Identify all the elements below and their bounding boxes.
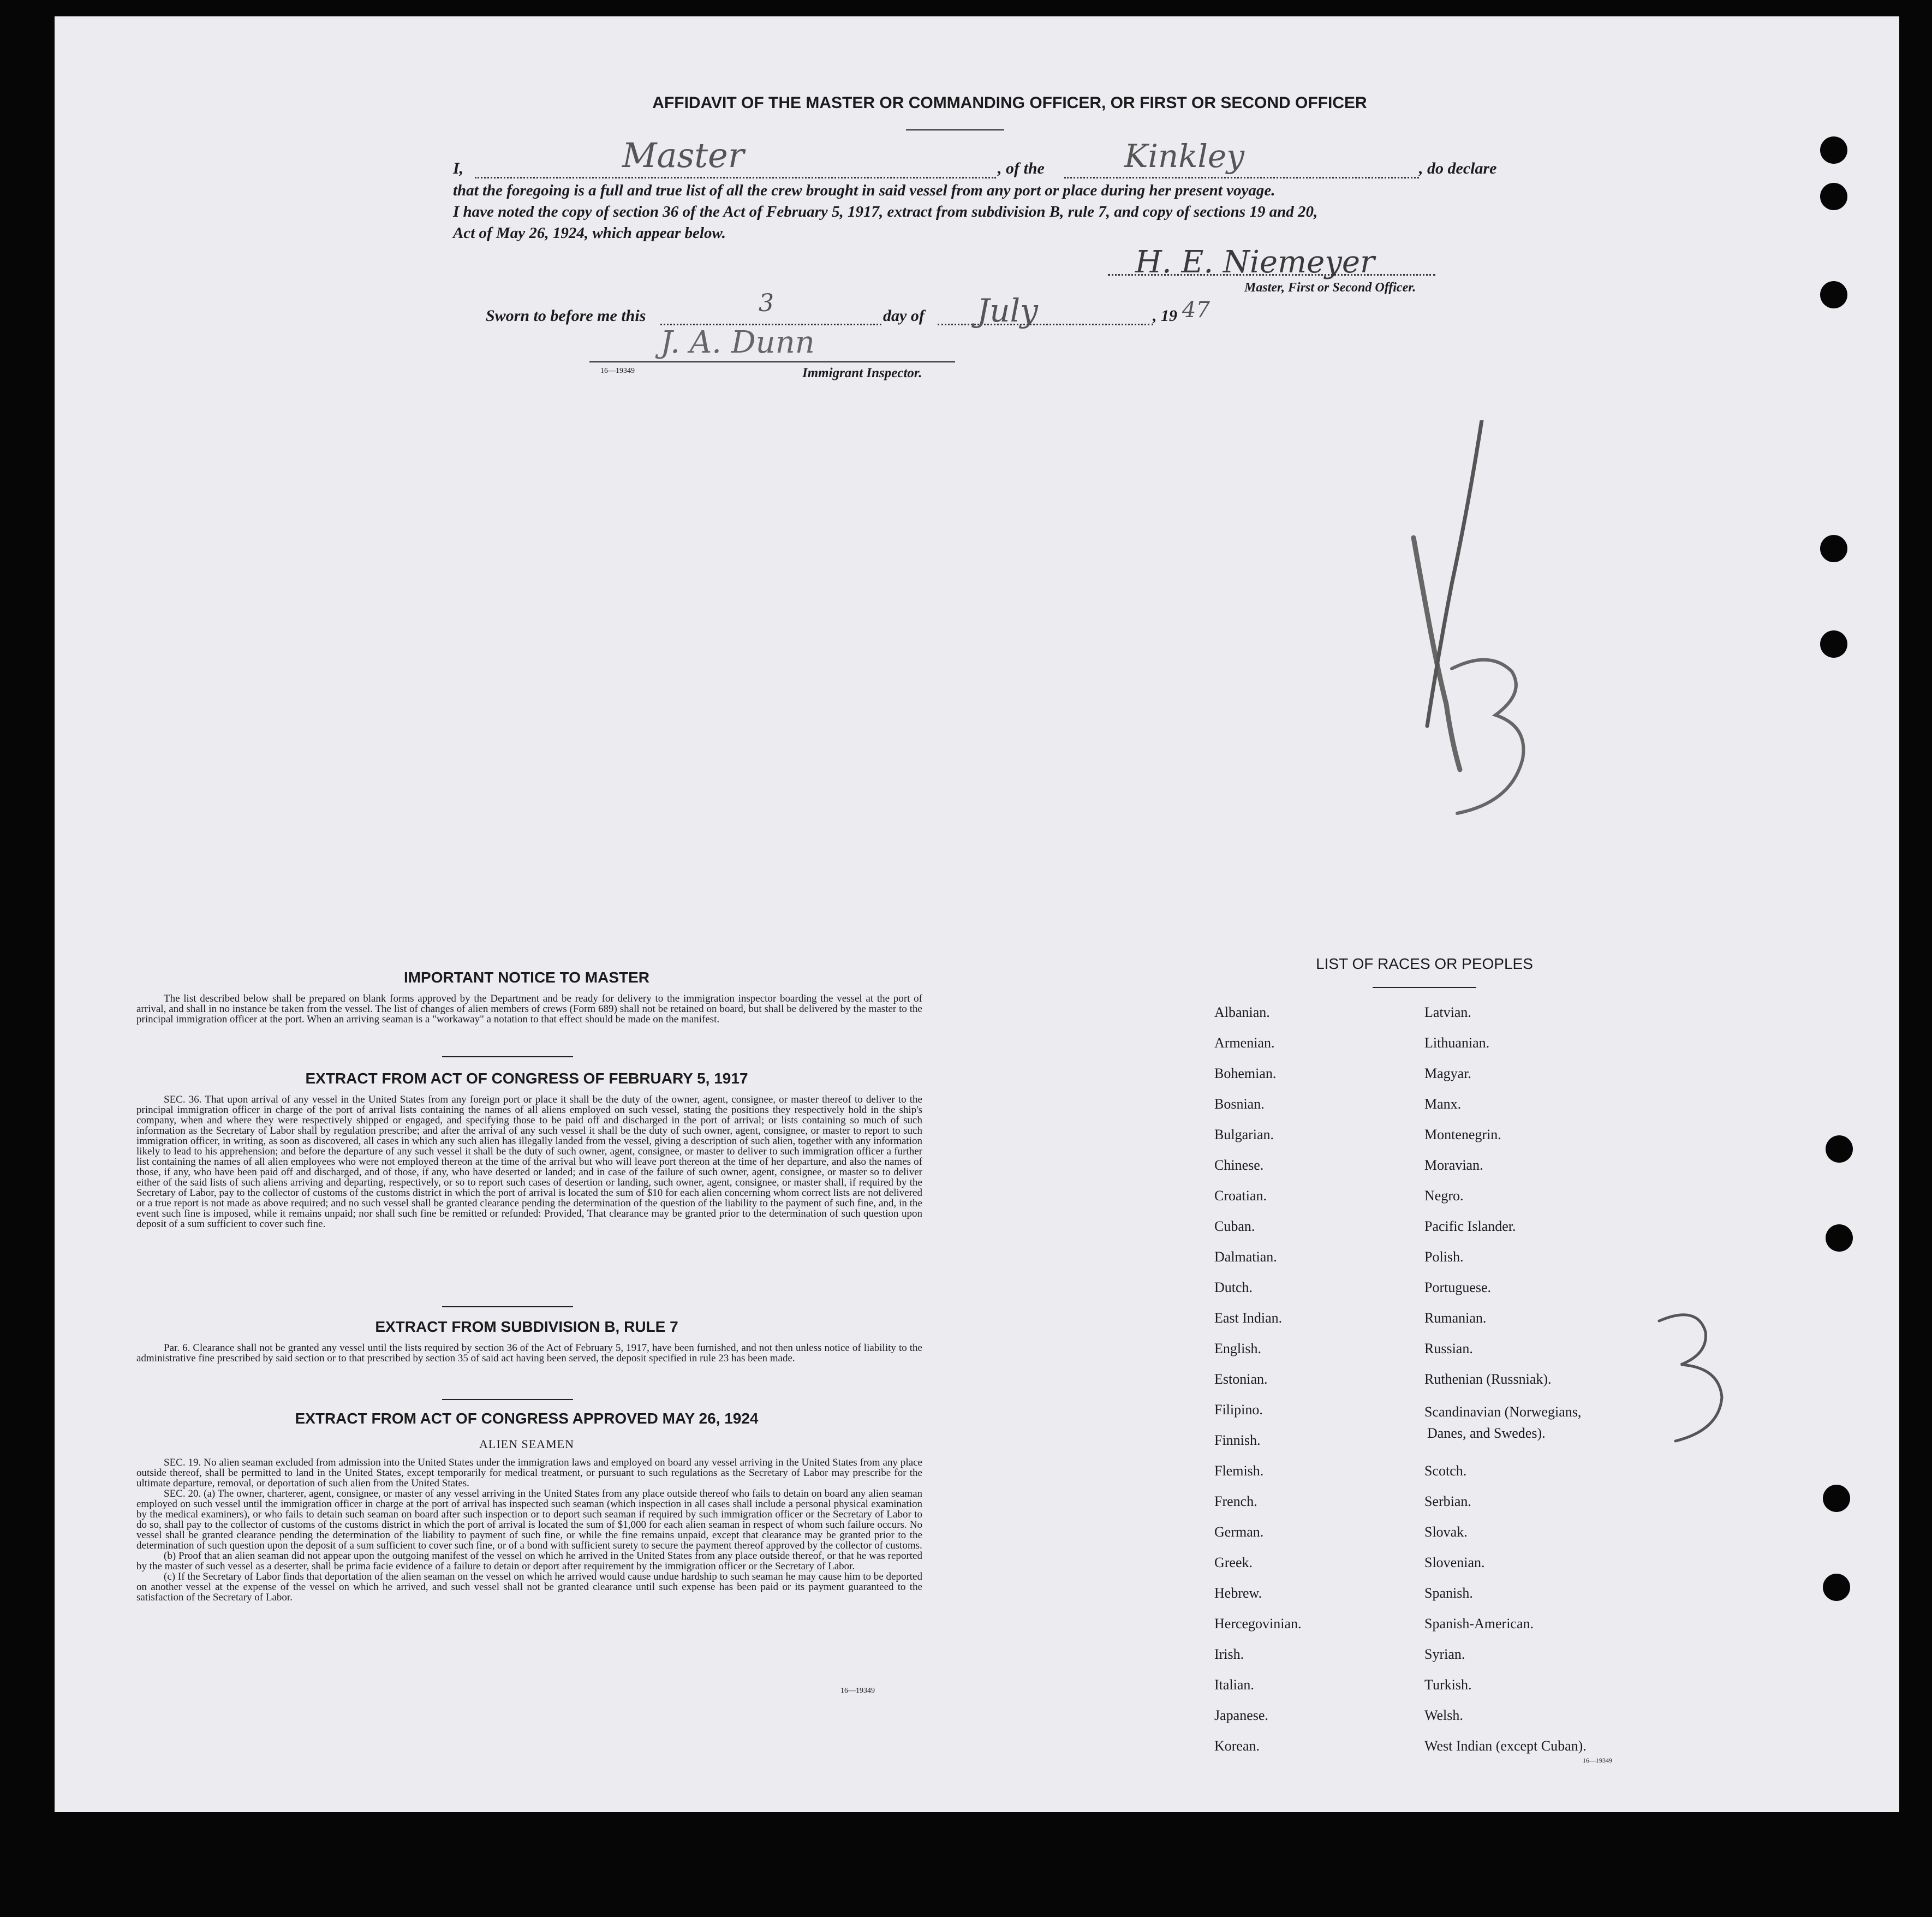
race-item: Serbian. — [1424, 1493, 1471, 1509]
race-item: Hercegovinian. — [1214, 1616, 1302, 1632]
vessel-dotline — [1064, 177, 1419, 178]
handwritten-year: 47 — [1182, 297, 1210, 323]
binder-hole — [1823, 1574, 1850, 1601]
name-dotline — [475, 177, 996, 178]
extract-1917-title: EXTRACT FROM ACT OF CONGRESS OF FEBRUARY 5, 1917 — [305, 1070, 748, 1087]
race-item: Lithuanian. — [1424, 1035, 1490, 1051]
sworn-prefix: Sworn to before me this — [486, 307, 646, 325]
affidavit-line-2: that the foregoing is a full and true list of all the crew brought in said vessel from any port or place during her present voyage. — [453, 182, 1275, 199]
race-item: Manx. — [1424, 1096, 1462, 1112]
race-item: Korean. — [1214, 1738, 1260, 1754]
affidavit-do-declare: , do declare — [1419, 159, 1497, 177]
side-mark-annotation — [1648, 1305, 1757, 1446]
extract-1917-block — [136, 1094, 922, 1229]
race-item: Albanian. — [1214, 1004, 1270, 1020]
officer-signature: H. E. Niemeyer — [1135, 245, 1375, 280]
handwritten-master: Master — [622, 135, 744, 175]
race-item: Ruthenian (Russniak). — [1424, 1371, 1552, 1387]
handwritten-day: 3 — [759, 289, 774, 317]
binder-hole — [1826, 1224, 1853, 1252]
race-item: Croatian. — [1214, 1188, 1267, 1204]
race-item: Moravian. — [1424, 1157, 1483, 1173]
race-item: Bohemian. — [1214, 1065, 1277, 1081]
affidavit-line-3: I have noted the copy of section 36 of the Act of February 5, 1917, extract from subdivision B, rule 7, and copy of sections 19 and 20, — [453, 203, 1318, 221]
race-item: Dalmatian. — [1214, 1249, 1277, 1265]
races-rule — [1373, 987, 1476, 988]
sec19-body: SEC. 19. No alien seaman excluded from admission into the United States under the immigration laws and employed on board any vessel arriving in the United States from any place outside thereof, shall be permitted to land in the United States, except temporarily for medical treatment, or pursuant to such regulations as the Secretary of Labor may prescribe for the ultimate departure, removal, or deportation of such alien from the United States. — [136, 1457, 922, 1489]
binder-hole — [1826, 1135, 1853, 1163]
inspector-line — [589, 361, 955, 362]
race-item: Finnish. — [1214, 1432, 1261, 1448]
race-item: Dutch. — [1214, 1279, 1253, 1295]
race-item: Chinese. — [1214, 1157, 1264, 1173]
race-item: Welsh. — [1424, 1707, 1463, 1723]
race-item: Latvian. — [1424, 1004, 1471, 1020]
notice-title: IMPORTANT NOTICE TO MASTER — [403, 969, 650, 986]
scandinavian-continuation: Danes, and Swedes). — [1427, 1425, 1546, 1441]
race-item: Filipino. — [1214, 1402, 1263, 1418]
notice-body-block — [136, 993, 922, 1025]
binder-hole — [1820, 535, 1847, 562]
race-item: English. — [1214, 1341, 1261, 1356]
handwritten-month: July — [977, 292, 1038, 329]
race-item: Bosnian. — [1214, 1096, 1265, 1112]
race-item: Turkish. — [1424, 1677, 1472, 1693]
race-item: Greek. — [1214, 1555, 1253, 1570]
races-title: LIST OF RACES OR PEOPLES — [1316, 955, 1533, 972]
race-item: Scotch. — [1424, 1463, 1467, 1479]
binder-hole — [1823, 1485, 1850, 1512]
rule7-rule — [442, 1399, 573, 1400]
binder-hole — [1820, 630, 1847, 658]
handwritten-vessel: Kinkley — [1124, 138, 1245, 175]
race-item: Japanese. — [1214, 1707, 1268, 1723]
binder-hole — [1820, 281, 1847, 308]
inspector-signature: J. A. Dunn — [660, 325, 815, 360]
race-item: Armenian. — [1214, 1035, 1275, 1051]
races-form-number: 16—19349 — [1583, 1757, 1612, 1764]
sec20a-body: SEC. 20. (a) The owner, charterer, agent, consignee, or master of any vessel arriving in the United States from any place outside thereof who fails to detain on board any alien seaman employed on such vessel until the immigration officer in charge at the port of arrival has inspected such seaman (which inspection in all cases shall include a personal physical examination by the medical examiners), or who fails to detain such seaman on board after such inspection or to deport such seaman if required by such immigration officer or the Secretary of Labor to do so, shall pay to the collector of customs of the customs district in which the port of arrival is located the sum of $1,000 for each alien seaman in respect of whom such failure occurs. No vessel shall be granted clearance pending the determination of the liability to payment of such fine, or while the fine remains unpaid, except that clearance may be granted prior to the determination of such question upon the deposit of a sum sufficient to cover such fine, or of a bond with sufficient surety to secure the payment thereof approved by the collector of customs. — [136, 1488, 922, 1551]
extract-1917-body: SEC. 36. That upon arrival of any vessel in the United States from any foreign port or place it shall be the duty of the owner, agent, consignee, or master thereof to deliver to the principal immigration officer in charge of the port of arrival lists containing the names of all aliens employed on such vessel, stating the positions they respectively hold in the ship's company, when and where they were respectively shipped or engaged, and specifying those to be paid off and discharged in the port of arrival; or lists containing so much of such information as the Secretary of Labor shall by regulation prescribe; and after the arrival of any such vessel it shall be the duty of such owner, agent, consignee, or master to report to such immigration officer, in writing, as soon as discovered, all cases in which any such alien has illegally landed from the vessel, giving a description of such alien, together with any information likely to lead to his apprehension; and before the departure of any such vessel it shall be the duty of such owner, agent, consignee, or master to deliver to such immigration officer a further list containing the names of all alien employees who were not employed thereon at the time of the arrival but who will leave port thereon at the time of her departure, and also the names of those, if any, who have been paid off and discharged, and of those, if any, who have deserted or landed; and in case of the failure of such owner, agent, consignee, or master so to deliver either of the said lists of such aliens arriving and departing, respectively, or so to report such cases of desertion or landing, such owner, agent, consignee, or master shall, if required by the Secretary of Labor, pay to the collector of customs of the customs district in which the port of arrival is located the sum of $10 for each alien concerning whom correct lists are not delivered or a true report is not made as above required; and no such vessel shall be granted clearance pending the determination of the question of the liability to the payment of such fine, and, in the event such fine is imposed, while it remains unpaid; nor shall such fine be remitted or refunded: Provided, That clearance may be granted prior to the determination of such question upon deposit of a sum sufficient to cover such fine. — [136, 1094, 922, 1230]
race-item: Montenegrin. — [1424, 1127, 1501, 1142]
extract-1917-rule — [442, 1306, 573, 1307]
race-item: Pacific Islander. — [1424, 1218, 1516, 1234]
race-item: West Indian (except Cuban). — [1424, 1738, 1587, 1754]
inspector-caption: Immigrant Inspector. — [802, 366, 922, 380]
race-item: Syrian. — [1424, 1646, 1465, 1662]
affidavit-line-4: Act of May 26, 1924, which appear below. — [453, 224, 726, 242]
affidavit-i: I, — [453, 159, 464, 177]
sworn-year-prefix: , 19 — [1153, 307, 1177, 325]
binder-hole — [1820, 183, 1847, 210]
affidavit-of-the: , of the — [998, 159, 1045, 177]
race-item: Russian. — [1424, 1341, 1473, 1356]
race-item: Polish. — [1424, 1249, 1464, 1265]
rule7-body: Par. 6. Clearance shall not be granted any vessel until the lists required by section 36 of the Act of February 5, 1917, have been furnished, and not then unless notice of liability to the administrative fine prescribed by said section or to that prescribed by section 35 of said act having been served, the deposit specified in rule 23 has been made. — [136, 1342, 922, 1364]
binder-hole — [1820, 136, 1847, 164]
extract-1924-form-number: 16—19349 — [840, 1687, 875, 1695]
race-item: Cuban. — [1214, 1218, 1255, 1234]
affidavit-title: AFFIDAVIT OF THE MASTER OR COMMANDING OFFICER, OR FIRST OR SECOND OFFICER — [652, 94, 1367, 112]
race-item: Italian. — [1214, 1677, 1254, 1693]
race-item: Slovak. — [1424, 1524, 1468, 1540]
fraction-annotation — [1386, 420, 1550, 841]
sworn-day-of: day of — [883, 307, 925, 325]
race-item: Spanish. — [1424, 1585, 1473, 1601]
extract-1924-subtitle: ALIEN SEAMEN — [479, 1437, 574, 1451]
extract-1924-title: EXTRACT FROM ACT OF CONGRESS APPROVED MAY 26, 1924 — [295, 1410, 759, 1427]
race-item: Spanish-American. — [1424, 1616, 1534, 1632]
race-item: Slovenian. — [1424, 1555, 1485, 1570]
officer-dotline — [1108, 274, 1435, 276]
race-item: Rumanian. — [1424, 1310, 1487, 1326]
race-item: Portuguese. — [1424, 1279, 1492, 1295]
notice-rule — [442, 1056, 573, 1057]
race-item: Hebrew. — [1214, 1585, 1262, 1601]
sec20b-body: (b) Proof that an alien seaman did not appear upon the outgoing manifest of the vessel on which he arrived in the United States from any place outside thereof, or that he was reported by the master of such vessel as a deserter, shall be prima facie evidence of a failure to detain or deport after requirement by the immigration officer or the Secretary of Labor. — [136, 1550, 922, 1572]
race-item: Negro. — [1424, 1188, 1464, 1204]
race-item: East Indian. — [1214, 1310, 1283, 1326]
notice-body: The list described below shall be prepared on blank forms approved by the Department and be ready for delivery to the immigration inspector boarding the vessel at the port of arrival, and shall in no instance be taken from the vessel. The list of changes of alien members of crews (Form 689) shall not be retained on board, but shall be delivered by the master to the principal immigration officer at the port. When an arriving seaman is a "workaway" a notation to that effect should be made on the manifest. — [136, 993, 922, 1025]
rule7-block — [136, 1343, 922, 1364]
title-rule — [906, 129, 1004, 130]
month-dotline — [938, 324, 1153, 325]
extract-1924-block — [136, 1457, 922, 1603]
race-item: Scandinavian (Norwegians, — [1424, 1404, 1582, 1420]
sec20c-body: (c) If the Secretary of Labor finds that deportation of the alien seaman on the vessel on which he arrived would cause undue hardship to such seaman he may cause him to be deported on another vessel at the expense of the vessel on which he arrived, and such vessel shall not be granted clearance until such expense has been paid or its payment guaranteed to the satisfaction of the Secretary of Labor. — [136, 1571, 922, 1603]
race-item: Bulgarian. — [1214, 1127, 1274, 1142]
race-item: German. — [1214, 1524, 1264, 1540]
race-item: Irish. — [1214, 1646, 1244, 1662]
rule7-title: EXTRACT FROM SUBDIVISION B, RULE 7 — [375, 1318, 678, 1335]
officer-caption: Master, First or Second Officer. — [1244, 281, 1416, 295]
affidavit-form-number: 16—19349 — [600, 367, 635, 375]
race-item: French. — [1214, 1493, 1257, 1509]
document-page — [55, 16, 1899, 1812]
race-item: Magyar. — [1424, 1065, 1471, 1081]
race-item: Estonian. — [1214, 1371, 1268, 1387]
race-item: Flemish. — [1214, 1463, 1264, 1479]
